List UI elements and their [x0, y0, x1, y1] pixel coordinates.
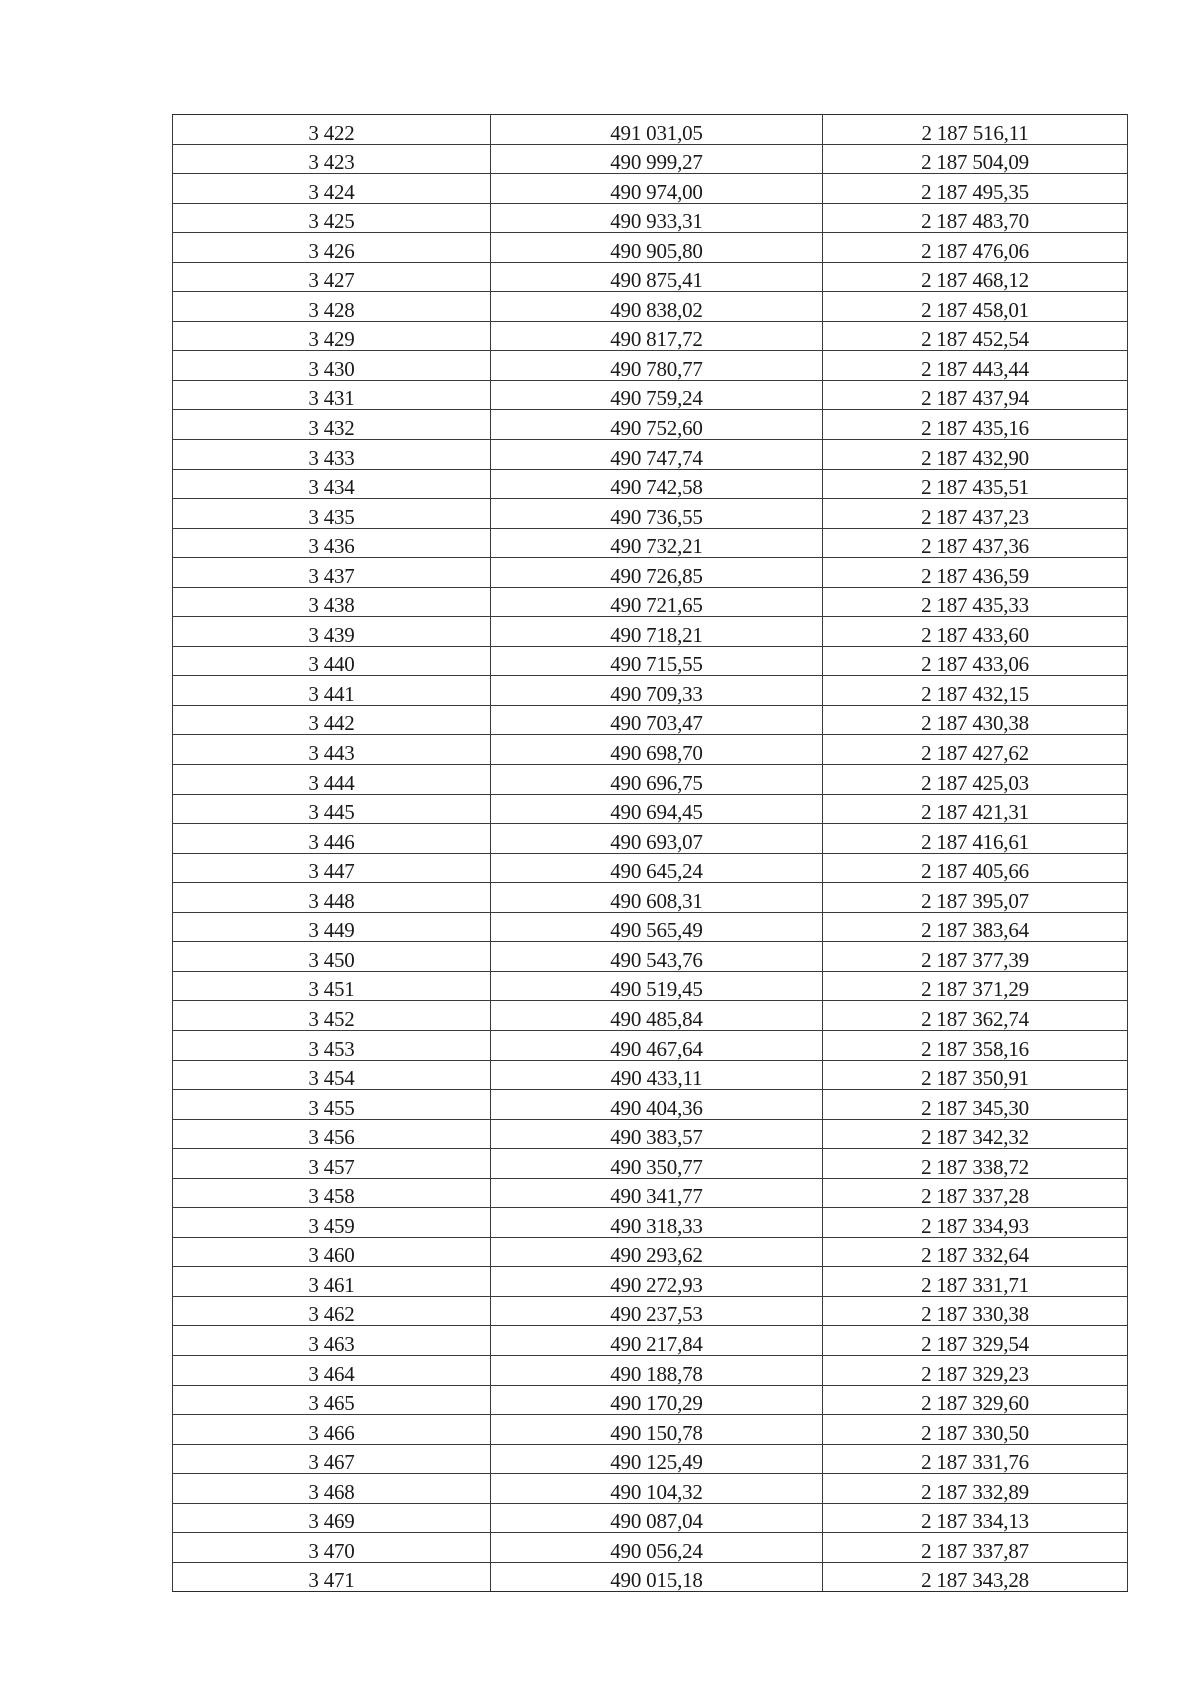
table-row	[173, 705, 1128, 735]
x-coordinate-cell: 490 341,77	[491, 1178, 823, 1208]
x-coordinate-cell: 490 104,32	[491, 1474, 823, 1504]
x-coordinate-cell: 490 608,31	[491, 883, 823, 913]
table-row	[173, 735, 1128, 765]
y-coordinate-cell: 2 187 437,36	[823, 528, 1128, 558]
point-number-cell: 3 436	[173, 528, 491, 558]
y-coordinate-cell: 2 187 338,72	[823, 1149, 1128, 1179]
y-coordinate-cell: 2 187 329,54	[823, 1326, 1128, 1356]
table-row	[173, 676, 1128, 706]
y-coordinate-cell: 2 187 330,38	[823, 1296, 1128, 1326]
y-coordinate-cell: 2 187 350,91	[823, 1060, 1128, 1090]
table-row	[173, 499, 1128, 529]
x-coordinate-cell: 490 543,76	[491, 942, 823, 972]
x-coordinate-cell: 490 015,18	[491, 1562, 823, 1592]
y-coordinate-cell: 2 187 395,07	[823, 883, 1128, 913]
y-coordinate-cell: 2 187 342,32	[823, 1119, 1128, 1149]
y-coordinate-cell: 2 187 437,94	[823, 380, 1128, 410]
table-row	[173, 883, 1128, 913]
table-row	[173, 1178, 1128, 1208]
y-coordinate-cell: 2 187 371,29	[823, 971, 1128, 1001]
y-coordinate-cell: 2 187 468,12	[823, 262, 1128, 292]
x-coordinate-cell: 490 732,21	[491, 528, 823, 558]
point-number-cell: 3 437	[173, 558, 491, 588]
x-coordinate-cell: 490 999,27	[491, 144, 823, 174]
point-number-cell: 3 432	[173, 410, 491, 440]
table-row	[173, 617, 1128, 647]
table-row	[173, 469, 1128, 499]
y-coordinate-cell: 2 187 432,15	[823, 676, 1128, 706]
point-number-cell: 3 466	[173, 1415, 491, 1445]
y-coordinate-cell: 2 187 334,93	[823, 1208, 1128, 1238]
x-coordinate-cell: 490 905,80	[491, 233, 823, 263]
table-row	[173, 646, 1128, 676]
y-coordinate-cell: 2 187 337,87	[823, 1533, 1128, 1563]
x-coordinate-cell: 490 519,45	[491, 971, 823, 1001]
point-number-cell: 3 461	[173, 1267, 491, 1297]
x-coordinate-cell: 490 383,57	[491, 1119, 823, 1149]
x-coordinate-cell: 490 780,77	[491, 351, 823, 381]
y-coordinate-cell: 2 187 427,62	[823, 735, 1128, 765]
y-coordinate-cell: 2 187 443,44	[823, 351, 1128, 381]
table-row	[173, 1267, 1128, 1297]
table-row	[173, 1533, 1128, 1563]
table-row	[173, 942, 1128, 972]
y-coordinate-cell: 2 187 405,66	[823, 853, 1128, 883]
x-coordinate-cell: 490 736,55	[491, 499, 823, 529]
x-coordinate-cell: 490 272,93	[491, 1267, 823, 1297]
point-number-cell: 3 447	[173, 853, 491, 883]
table-row	[173, 528, 1128, 558]
y-coordinate-cell: 2 187 383,64	[823, 912, 1128, 942]
point-number-cell: 3 456	[173, 1119, 491, 1149]
table-row	[173, 558, 1128, 588]
table-row	[173, 292, 1128, 322]
point-number-cell: 3 440	[173, 646, 491, 676]
table-row	[173, 410, 1128, 440]
point-number-cell: 3 422	[173, 115, 491, 145]
y-coordinate-cell: 2 187 331,76	[823, 1444, 1128, 1474]
table-row	[173, 1415, 1128, 1445]
x-coordinate-cell: 490 875,41	[491, 262, 823, 292]
x-coordinate-cell: 490 696,75	[491, 765, 823, 795]
point-number-cell: 3 425	[173, 203, 491, 233]
table-row	[173, 380, 1128, 410]
point-number-cell: 3 431	[173, 380, 491, 410]
y-coordinate-cell: 2 187 421,31	[823, 794, 1128, 824]
point-number-cell: 3 446	[173, 824, 491, 854]
table-row	[173, 765, 1128, 795]
point-number-cell: 3 443	[173, 735, 491, 765]
x-coordinate-cell: 490 645,24	[491, 853, 823, 883]
point-number-cell: 3 449	[173, 912, 491, 942]
y-coordinate-cell: 2 187 425,03	[823, 765, 1128, 795]
point-number-cell: 3 453	[173, 1030, 491, 1060]
point-number-cell: 3 429	[173, 321, 491, 351]
point-number-cell: 3 441	[173, 676, 491, 706]
point-number-cell: 3 457	[173, 1149, 491, 1179]
table-row	[173, 1474, 1128, 1504]
point-number-cell: 3 463	[173, 1326, 491, 1356]
y-coordinate-cell: 2 187 437,23	[823, 499, 1128, 529]
point-number-cell: 3 439	[173, 617, 491, 647]
table-row	[173, 971, 1128, 1001]
point-number-cell: 3 459	[173, 1208, 491, 1238]
table-row	[173, 1119, 1128, 1149]
point-number-cell: 3 435	[173, 499, 491, 529]
table-row	[173, 1385, 1128, 1415]
x-coordinate-cell: 490 217,84	[491, 1326, 823, 1356]
table-row	[173, 440, 1128, 470]
table-row	[173, 912, 1128, 942]
point-number-cell: 3 451	[173, 971, 491, 1001]
table-row	[173, 321, 1128, 351]
table-row	[173, 1237, 1128, 1267]
table-row	[173, 1208, 1128, 1238]
table-row	[173, 1001, 1128, 1031]
x-coordinate-cell: 490 467,64	[491, 1030, 823, 1060]
y-coordinate-cell: 2 187 337,28	[823, 1178, 1128, 1208]
x-coordinate-cell: 490 237,53	[491, 1296, 823, 1326]
point-number-cell: 3 433	[173, 440, 491, 470]
x-coordinate-cell: 490 693,07	[491, 824, 823, 854]
table-row	[173, 144, 1128, 174]
point-number-cell: 3 462	[173, 1296, 491, 1326]
y-coordinate-cell: 2 187 433,06	[823, 646, 1128, 676]
point-number-cell: 3 471	[173, 1562, 491, 1592]
point-number-cell: 3 470	[173, 1533, 491, 1563]
x-coordinate-cell: 490 318,33	[491, 1208, 823, 1238]
y-coordinate-cell: 2 187 329,60	[823, 1385, 1128, 1415]
table-row	[173, 1562, 1128, 1592]
x-coordinate-cell: 490 170,29	[491, 1385, 823, 1415]
y-coordinate-cell: 2 187 358,16	[823, 1030, 1128, 1060]
x-coordinate-cell: 490 974,00	[491, 174, 823, 204]
table-row	[173, 853, 1128, 883]
table-row	[173, 1326, 1128, 1356]
table-row	[173, 233, 1128, 263]
x-coordinate-cell: 490 933,31	[491, 203, 823, 233]
y-coordinate-cell: 2 187 435,51	[823, 469, 1128, 499]
coordinates-table	[172, 114, 1128, 1592]
x-coordinate-cell: 490 747,74	[491, 440, 823, 470]
x-coordinate-cell: 490 715,55	[491, 646, 823, 676]
point-number-cell: 3 426	[173, 233, 491, 263]
y-coordinate-cell: 2 187 504,09	[823, 144, 1128, 174]
point-number-cell: 3 452	[173, 1001, 491, 1031]
y-coordinate-cell: 2 187 452,54	[823, 321, 1128, 351]
y-coordinate-cell: 2 187 377,39	[823, 942, 1128, 972]
table-row	[173, 1060, 1128, 1090]
table-row	[173, 174, 1128, 204]
x-coordinate-cell: 490 485,84	[491, 1001, 823, 1031]
point-number-cell: 3 460	[173, 1237, 491, 1267]
point-number-cell: 3 468	[173, 1474, 491, 1504]
y-coordinate-cell: 2 187 435,33	[823, 587, 1128, 617]
table-row	[173, 1444, 1128, 1474]
y-coordinate-cell: 2 187 458,01	[823, 292, 1128, 322]
table-row	[173, 262, 1128, 292]
y-coordinate-cell: 2 187 430,38	[823, 705, 1128, 735]
y-coordinate-cell: 2 187 362,74	[823, 1001, 1128, 1031]
point-number-cell: 3 448	[173, 883, 491, 913]
point-number-cell: 3 428	[173, 292, 491, 322]
x-coordinate-cell: 490 721,65	[491, 587, 823, 617]
x-coordinate-cell: 490 726,85	[491, 558, 823, 588]
point-number-cell: 3 465	[173, 1385, 491, 1415]
x-coordinate-cell: 490 817,72	[491, 321, 823, 351]
point-number-cell: 3 455	[173, 1090, 491, 1120]
y-coordinate-cell: 2 187 329,23	[823, 1355, 1128, 1385]
point-number-cell: 3 458	[173, 1178, 491, 1208]
table-row	[173, 1355, 1128, 1385]
x-coordinate-cell: 490 718,21	[491, 617, 823, 647]
point-number-cell: 3 424	[173, 174, 491, 204]
x-coordinate-cell: 490 404,36	[491, 1090, 823, 1120]
x-coordinate-cell: 490 742,58	[491, 469, 823, 499]
y-coordinate-cell: 2 187 345,30	[823, 1090, 1128, 1120]
x-coordinate-cell: 490 150,78	[491, 1415, 823, 1445]
x-coordinate-cell: 490 293,62	[491, 1237, 823, 1267]
table-row	[173, 794, 1128, 824]
point-number-cell: 3 423	[173, 144, 491, 174]
x-coordinate-cell: 490 433,11	[491, 1060, 823, 1090]
table-row	[173, 203, 1128, 233]
x-coordinate-cell: 490 125,49	[491, 1444, 823, 1474]
y-coordinate-cell: 2 187 436,59	[823, 558, 1128, 588]
point-number-cell: 3 450	[173, 942, 491, 972]
x-coordinate-cell: 490 188,78	[491, 1355, 823, 1385]
table-row	[173, 351, 1128, 381]
x-coordinate-cell: 490 694,45	[491, 794, 823, 824]
point-number-cell: 3 438	[173, 587, 491, 617]
y-coordinate-cell: 2 187 331,71	[823, 1267, 1128, 1297]
x-coordinate-cell: 491 031,05	[491, 115, 823, 145]
x-coordinate-cell: 490 838,02	[491, 292, 823, 322]
y-coordinate-cell: 2 187 432,90	[823, 440, 1128, 470]
y-coordinate-cell: 2 187 516,11	[823, 115, 1128, 145]
y-coordinate-cell: 2 187 332,89	[823, 1474, 1128, 1504]
y-coordinate-cell: 2 187 332,64	[823, 1237, 1128, 1267]
table-row	[173, 1149, 1128, 1179]
coordinates-table-body	[173, 115, 1128, 1592]
y-coordinate-cell: 2 187 343,28	[823, 1562, 1128, 1592]
point-number-cell: 3 454	[173, 1060, 491, 1090]
x-coordinate-cell: 490 056,24	[491, 1533, 823, 1563]
table-row	[173, 1090, 1128, 1120]
x-coordinate-cell: 490 709,33	[491, 676, 823, 706]
y-coordinate-cell: 2 187 495,35	[823, 174, 1128, 204]
y-coordinate-cell: 2 187 330,50	[823, 1415, 1128, 1445]
table-row	[173, 587, 1128, 617]
point-number-cell: 3 430	[173, 351, 491, 381]
y-coordinate-cell: 2 187 416,61	[823, 824, 1128, 854]
y-coordinate-cell: 2 187 483,70	[823, 203, 1128, 233]
y-coordinate-cell: 2 187 334,13	[823, 1503, 1128, 1533]
point-number-cell: 3 442	[173, 705, 491, 735]
y-coordinate-cell: 2 187 433,60	[823, 617, 1128, 647]
x-coordinate-cell: 490 752,60	[491, 410, 823, 440]
table-row	[173, 824, 1128, 854]
point-number-cell: 3 444	[173, 765, 491, 795]
point-number-cell: 3 467	[173, 1444, 491, 1474]
x-coordinate-cell: 490 350,77	[491, 1149, 823, 1179]
point-number-cell: 3 434	[173, 469, 491, 499]
table-row	[173, 115, 1128, 145]
x-coordinate-cell: 490 565,49	[491, 912, 823, 942]
x-coordinate-cell: 490 698,70	[491, 735, 823, 765]
x-coordinate-cell: 490 759,24	[491, 380, 823, 410]
point-number-cell: 3 445	[173, 794, 491, 824]
table-row	[173, 1503, 1128, 1533]
y-coordinate-cell: 2 187 435,16	[823, 410, 1128, 440]
point-number-cell: 3 464	[173, 1355, 491, 1385]
table-row	[173, 1296, 1128, 1326]
point-number-cell: 3 427	[173, 262, 491, 292]
table-row	[173, 1030, 1128, 1060]
x-coordinate-cell: 490 703,47	[491, 705, 823, 735]
y-coordinate-cell: 2 187 476,06	[823, 233, 1128, 263]
x-coordinate-cell: 490 087,04	[491, 1503, 823, 1533]
point-number-cell: 3 469	[173, 1503, 491, 1533]
